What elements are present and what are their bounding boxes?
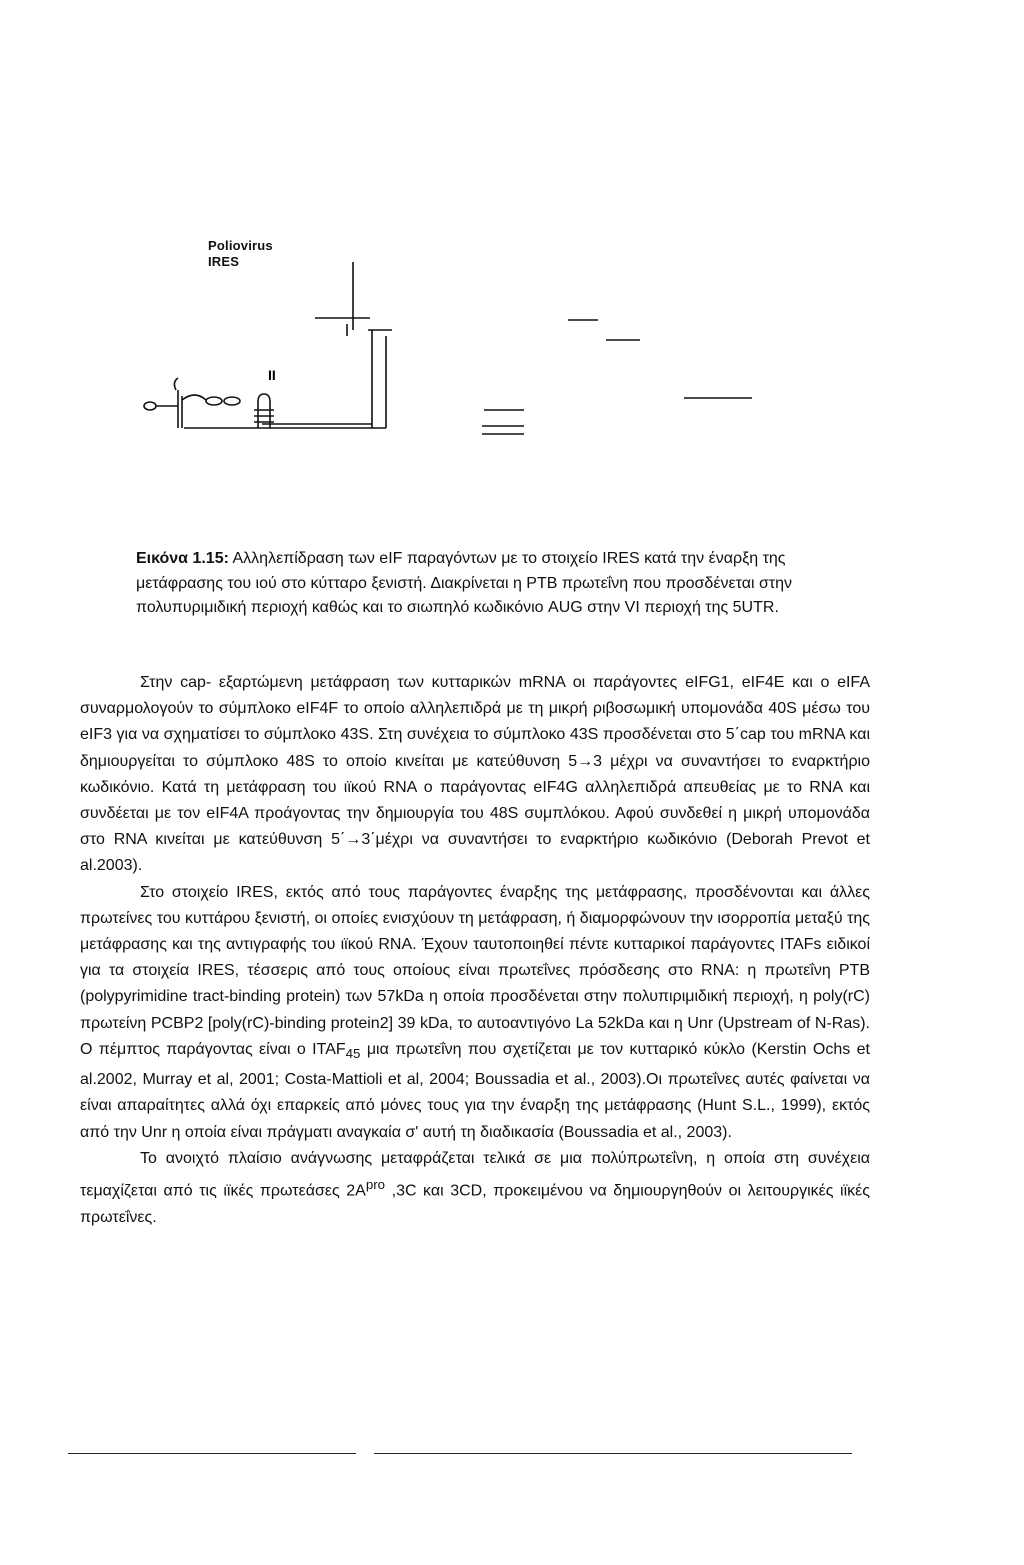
paragraph-1: Στην cap- εξαρτώμενη μετάφραση των κυτταρικών mRNA οι παράγοντες eIFG1, eIF4E και ο eIFA συναρμολογούν το σύμπλοκο eIF4F το οποίο αλληλεπιδρά με τη μικρή ριβοσωμική υπομονάδα 40S μέσω του eIF3 για να σχηματίσει το σύμπλοκο 43S. Στη συνέχεια το σύμπλοκο 43S προσδένεται στο 5΄cap του mRNA και δημιουργείται το σύμπλοκο 48S το οποίο κινείται με κατεύθυνση 5→3 μέχρι να συναντήσει το εναρκτήριο κωδικόνιο. Κατά τη μετάφραση του ιϊκού RNA ο παράγοντας eIF4G αλληλεπιδρά απευθείας με το RNA και συνδέεται με τον eIF4A προάγοντας την δημιουργία του 48S συμπλόκου. Αφού συνδεθεί η μικρή υπομονάδα στο RNA κινείται με κατεύθυνση 5΄→3΄μέχρι να συναντήσει το εναρκτήριο κωδικόνιο (Deborah Prevot et al.2003). xyxy=(80,674,870,875)
paragraph-2 xyxy=(80,880,870,1146)
caption-text: Αλληλεπίδραση των eIF παραγόντων με το στοιχείο IRES κατά την έναρξη της μετάφρασης του ιού στο κύτταρο ξενιστή. Διακρίνεται η PTB πρωτεΐνη που προσδένεται στην πολυπυριμιδική περιοχή καθώς και το σιωπηλό κωδικόνιο AUG στην VI περιοχή της 5UTR. xyxy=(136,550,793,616)
roman-numeral-ii: II xyxy=(268,367,276,383)
ires-structure-diagram xyxy=(140,230,780,450)
paragraph-2-part-2: μια πρωτεΐνη που σχετίζεται με τον κυτταρικό κύκλο (Kerstin Ochs et al.2002, Murray et al, 2001; Costa-Mattioli et al, 2004; Boussadia et al., 2003).Οι πρωτεΐνες αυτές φαίνεται να είναι απαραίτητες αλλά όχι επαρκείς από μόνες τους για την έναρξη της μετάφρασης (Hunt S.L., 1999), εκτός από την Unr η οποία είναι πράγματι αναγκαία σ' αυτή τη διαδικασία (Boussadia et al., 2003). xyxy=(80,1040,870,1141)
ires-figure xyxy=(140,230,780,450)
body-text xyxy=(80,670,870,1231)
loop-2 xyxy=(206,397,222,405)
paragraph-2-part-1: Στο στοιχείο IRES, εκτός από τους παράγοντες έναρξης της μετάφρασης, προσδένονται και άλλες πρωτείνες του κυττάρου ξενιστή, οι οποίες ενισχύουν τη μετάφραση, ή διαμορφώνουν την ισορροπία μεταξύ της μετάφρασης και της αντιγραφής του ιϊκού RNA. Έχουν ταυτοποιηθεί πέντε κυτταρικοί παράγοντες ITAFs ειδικοί για τα στοιχεία IRES, τέσσερις από τους οποίους είναι πρωτεΐνες πρόσδεσης στο RNA: η πρωτεΐνη PTB (polypyrimidine tract-binding protein) των 57kDa η οποία προσδένεται στην πολυπιριμιδική περιοχή, η poly(rC) πρωτείνη PCBP2 [poly(rC)-binding protein2] 39 kDa, το αυτοαντιγόνο La 52kDa και η Unr (Upstream of N-Ras). Ο πέμπτος παράγοντας είναι ο ITAF xyxy=(80,883,870,1058)
loop-1 xyxy=(144,402,156,410)
paragraph-3 xyxy=(80,1146,870,1231)
footer-rule-left xyxy=(68,1453,356,1454)
figure-caption xyxy=(136,547,856,621)
figure-label-line1: Poliovirus xyxy=(208,238,273,253)
loop-3 xyxy=(224,397,240,405)
pro-superscript: pro xyxy=(365,1177,386,1193)
footer-rule-right xyxy=(374,1453,852,1454)
paragraph-3-part-1: Το ανοιχτό πλαίσιο ανάγνωσης μεταφράζεται τελικά σε μια πολύπρωτεΐνη, η οποία στη συνέχεια τεμαχίζεται από τις ιϊκές πρωτεάσες 2A xyxy=(80,1149,870,1200)
itaf-subscript: 45 xyxy=(345,1046,361,1062)
paragraph-3-part-2: ,3C και 3CD, προκειμένου να δημιουργηθούν οι λειτουργικές ιϊκές πρωτεΐνες. xyxy=(80,1182,871,1226)
figure-label-line2: IRES xyxy=(208,254,240,269)
stem-loop-ii xyxy=(258,394,270,428)
caption-label: Εικόνα 1.15: xyxy=(136,550,229,567)
